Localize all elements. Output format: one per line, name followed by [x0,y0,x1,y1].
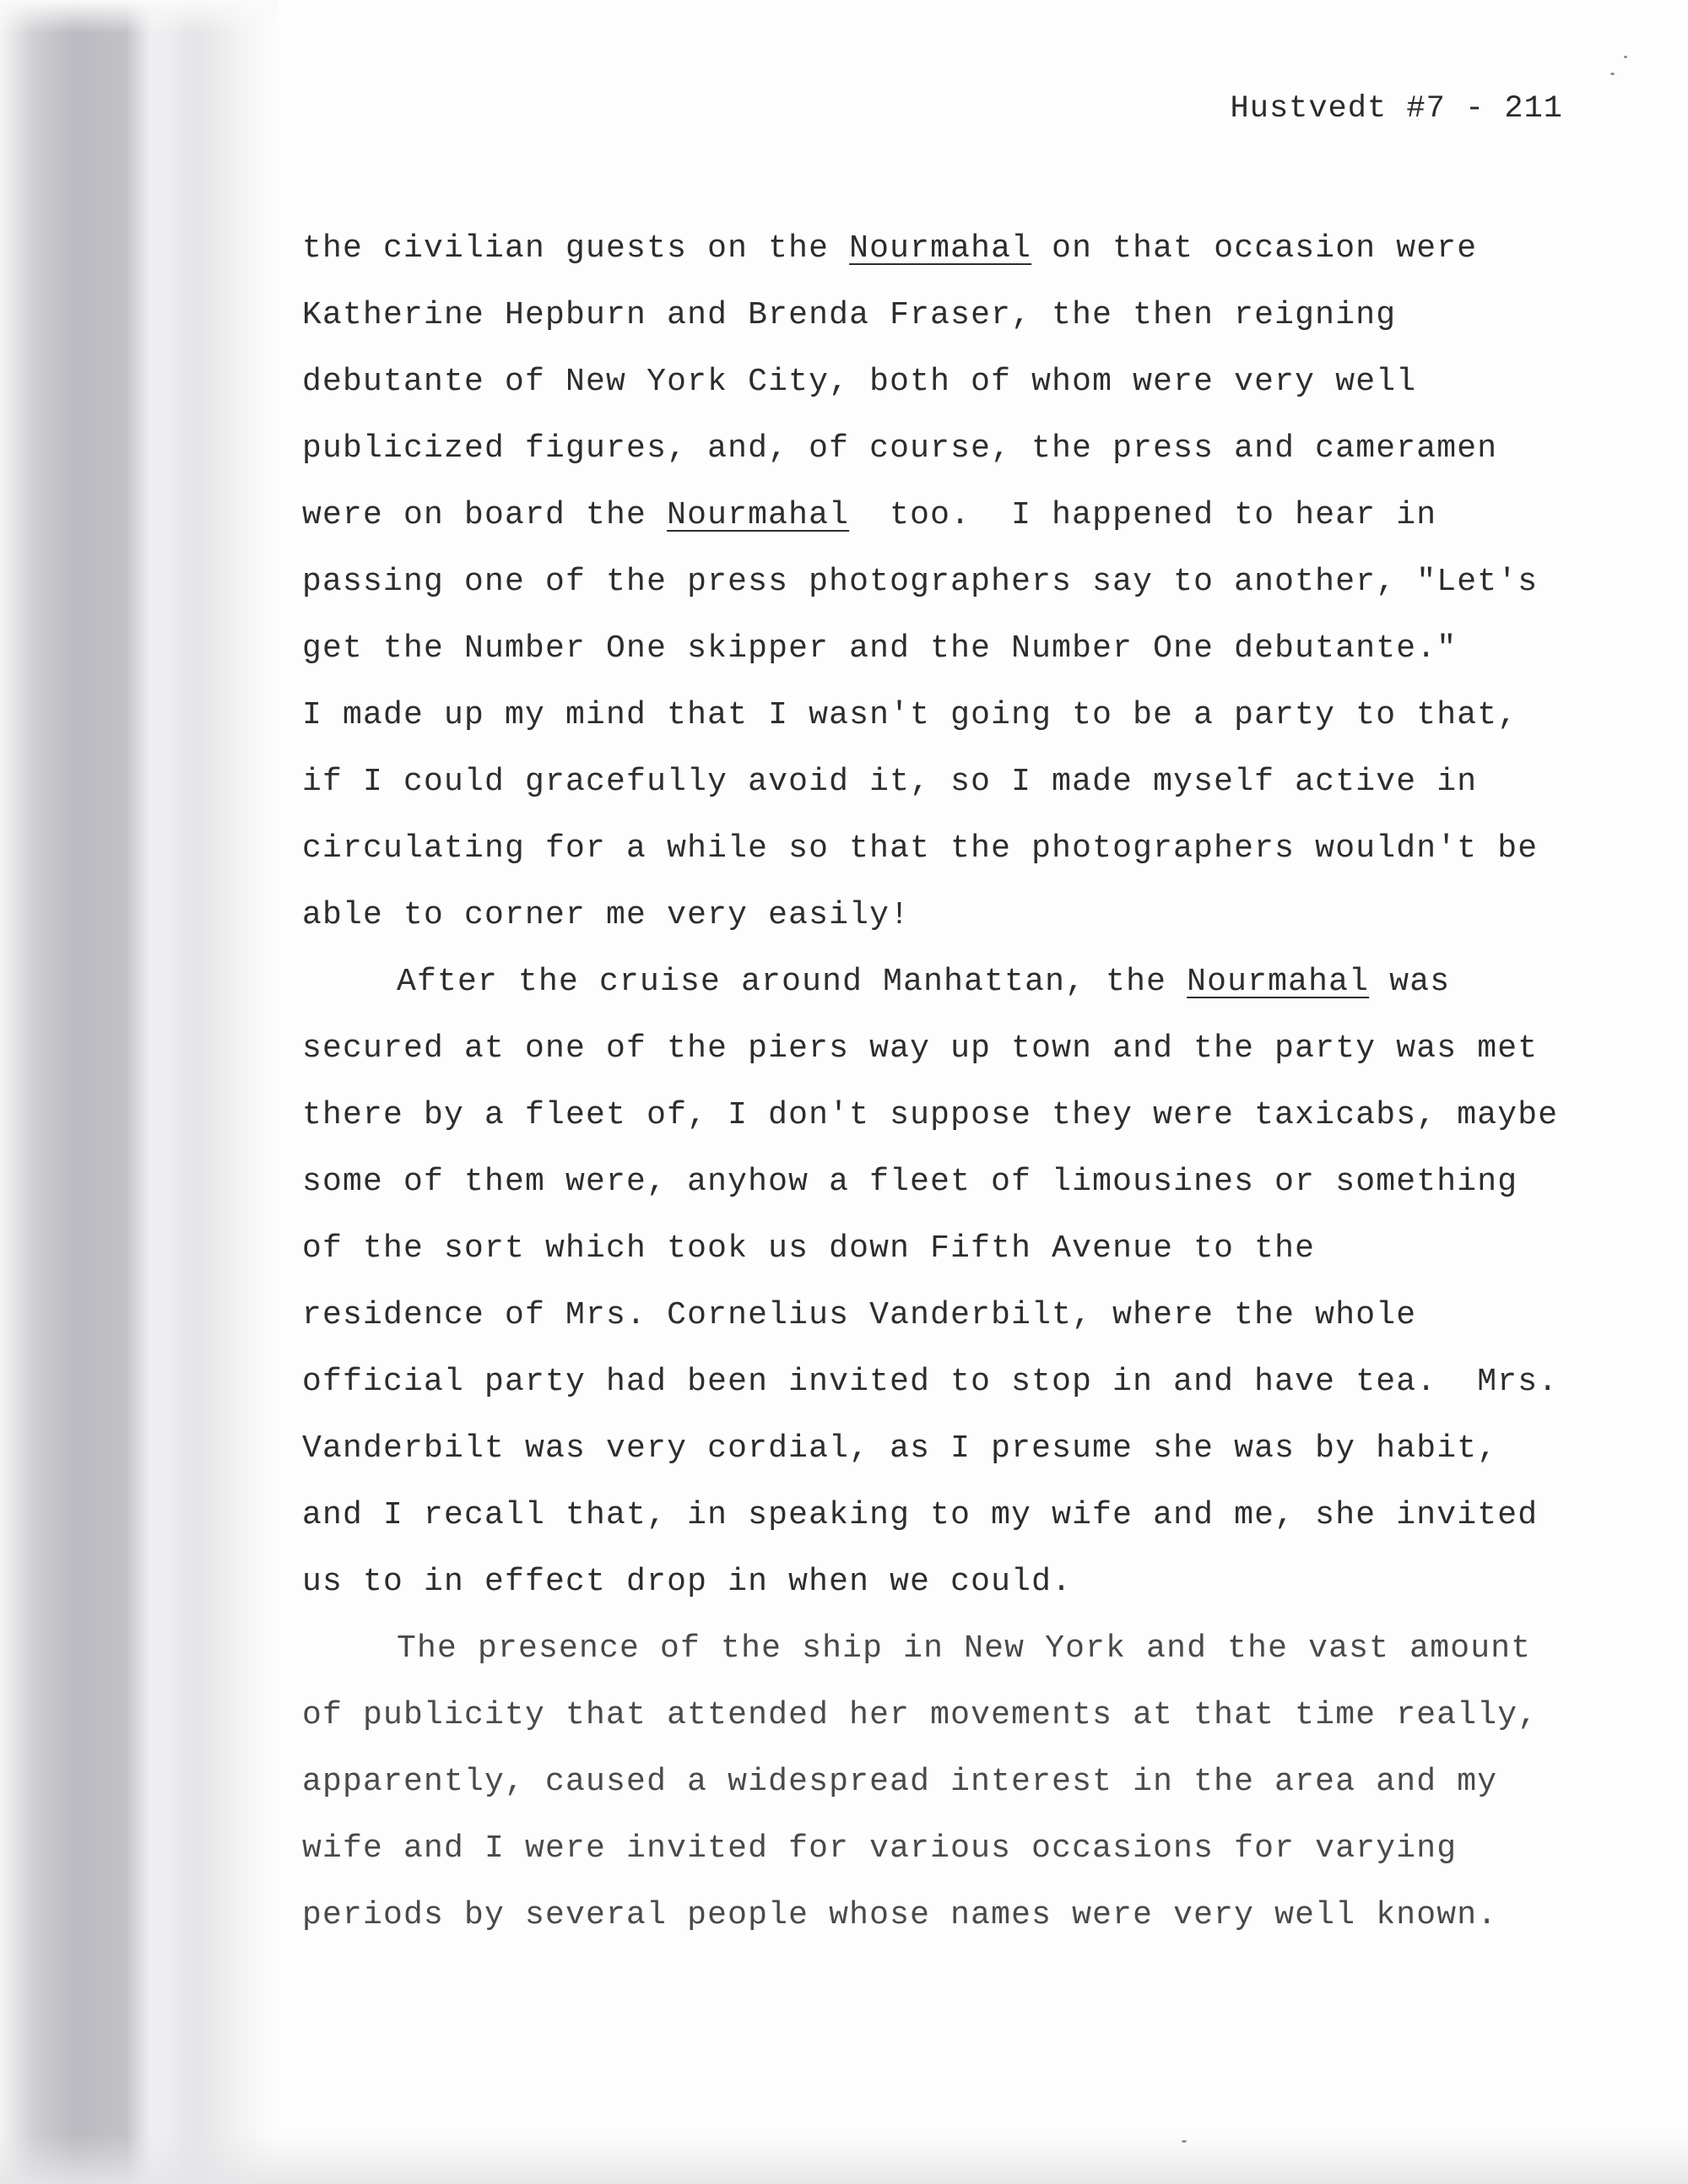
page-header: Hustvedt #7 - 211 [1230,91,1563,127]
text-segment: The presence of the ship in New York and the vast amount [397,1630,1532,1667]
text-segment: us to in effect drop in when we could. [302,1564,1073,1600]
text-line [302,415,1585,482]
binding-fold-highlight [127,0,203,2184]
text-segment: of publicity that attended her movements at that time really, [302,1697,1539,1733]
ship-name-underlined: Nourmahal [849,230,1032,267]
text-segment: circulating for a while so that the photographers wouldn't be [302,830,1539,867]
text-line [302,1749,1585,1815]
text-segment: too. I happened to hear in [849,497,1437,533]
paragraph [302,215,1585,949]
text-line [302,882,1585,949]
ship-name-underlined: Nourmahal [1187,964,1370,1000]
text-segment: and I recall that, in speaking to my wife and me, she invited [302,1497,1539,1533]
text-segment: official party had been invited to stop in and have tea. Mrs. [302,1364,1559,1400]
text-line [302,1082,1585,1149]
text-line [302,1682,1585,1749]
paragraph [302,1615,1585,1949]
text-line [302,1149,1585,1215]
text-segment: there by a fleet of, I don't suppose they were taxicabs, maybe [302,1097,1559,1133]
text-segment: were on board the [302,497,668,533]
text-line [302,1282,1585,1349]
text-segment: some of them were, anyhow a fleet of limousines or something [302,1164,1518,1200]
scan-speck [1182,2140,1187,2143]
text-segment: residence of Mrs. Cornelius Vanderbilt, where the whole [302,1297,1417,1333]
text-segment: After the cruise around Manhattan, the [397,964,1188,1000]
text-line [302,1015,1585,1082]
text-line [302,549,1585,615]
text-segment: Vanderbilt was very cordial, as I presume she was by habit, [302,1430,1498,1467]
text-line [302,215,1585,282]
text-line [302,349,1585,415]
text-segment: debutante of New York City, both of whom were very well [302,364,1417,400]
text-line [302,482,1585,549]
text-segment: get the Number One skipper and the Number One debutante." [302,630,1458,667]
scan-speck [1624,56,1627,58]
text-line [302,1215,1585,1282]
text-segment: if I could gracefully avoid it, so I made myself active in [302,764,1478,800]
text-line [302,1882,1585,1949]
text-line [302,949,1585,1015]
text-line [302,1815,1585,1882]
text-line [302,1482,1585,1549]
text-line [302,1615,1585,1682]
text-line [302,682,1585,749]
text-segment: was [1369,964,1451,1000]
text-line [302,1415,1585,1482]
text-segment: the civilian guests on the [302,230,850,267]
text-segment: periods by several people whose names were very well known. [302,1897,1498,1933]
ship-name-underlined: Nourmahal [667,497,850,533]
text-segment: of the sort which took us down Fifth Avenue to the [302,1230,1316,1267]
text-segment: on that occasion were [1031,230,1478,267]
text-line [302,615,1585,682]
text-line [302,1349,1585,1415]
text-segment: secured at one of the piers way up town and the party was met [302,1030,1539,1067]
document-body [302,215,1585,1949]
scan-speck [1610,73,1615,75]
text-line [302,1549,1585,1615]
text-line [302,749,1585,815]
text-segment: I made up my mind that I wasn't going to be a party to that, [302,697,1518,733]
text-segment: apparently, caused a widespread interest in the area and my [302,1764,1498,1800]
text-segment: able to corner me very easily! [302,897,911,933]
page-bottom-edge [0,2133,1688,2184]
binding-top-fade [0,0,279,34]
text-line [302,815,1585,882]
text-segment: passing one of the press photographers say to another, "Let's [302,564,1539,600]
text-segment: publicized figures, and, of course, the press and cameramen [302,430,1498,467]
text-segment: wife and I were invited for various occasions for varying [302,1830,1458,1867]
paragraph [302,949,1585,1615]
text-line [302,282,1585,349]
text-segment: Katherine Hepburn and Brenda Fraser, the then reigning [302,297,1397,333]
